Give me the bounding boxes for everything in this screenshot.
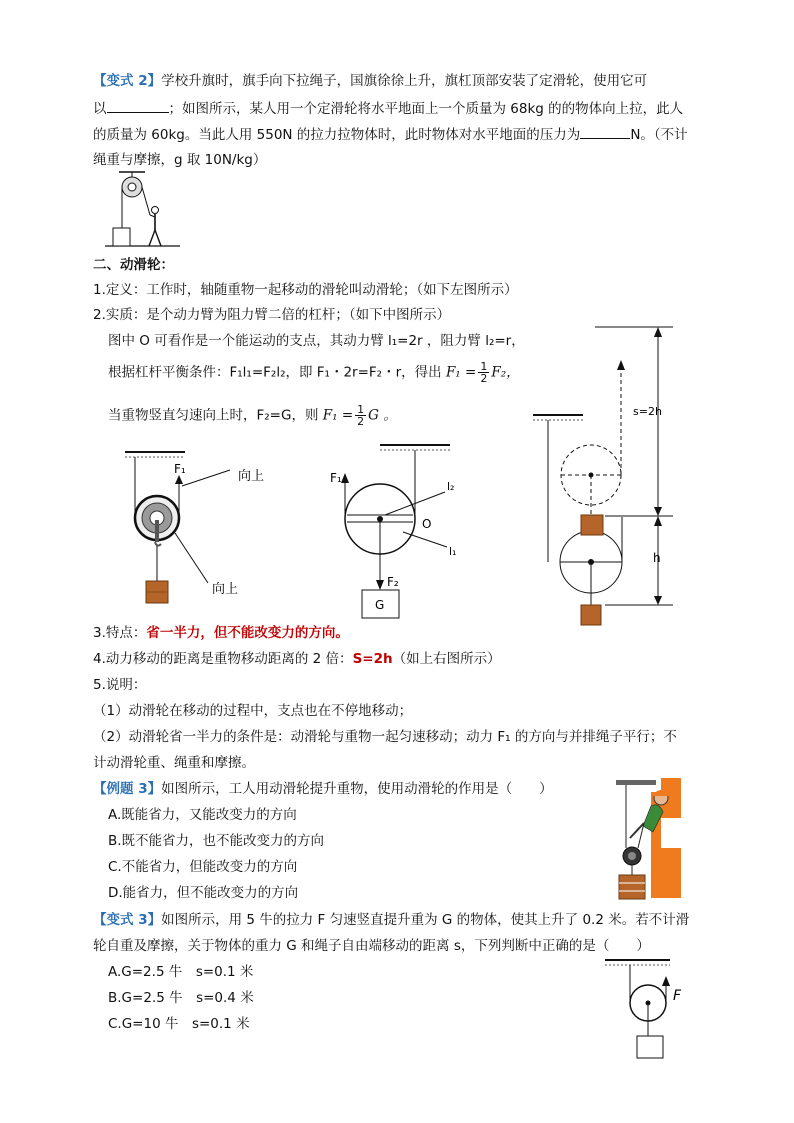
answer-blank[interactable] xyxy=(580,124,630,139)
variant2-tag: 【变式 2】 xyxy=(93,73,162,89)
note-item-2: （2）动滑轮省一半力的条件是：动滑轮与重物一起匀速移动；动力 F₁ 的方向与并排绳子平行；不 xyxy=(93,729,677,745)
force-f1-label: F₁ xyxy=(174,462,186,476)
option-c[interactable]: C.G=10 牛 s=0.1 米 xyxy=(108,1016,250,1032)
option-a[interactable]: A.G=2.5 牛 s=0.1 米 xyxy=(108,964,254,980)
example3-question: 【例题 3】如图所示，工人用动滑轮提升重物，使用动滑轮的作用是（ ） xyxy=(93,781,553,797)
option-d[interactable]: D.能省力，但不能改变力的方向 xyxy=(108,885,299,901)
note-item-2-cont: 计动滑轮重、绳重和摩擦。 xyxy=(93,755,255,771)
variant2-line1: 【变式 2】学校升旗时，旗手向下拉绳子，国旗徐徐上升，旗杠顶部安装了定滑轮，使用它可 xyxy=(93,73,648,89)
option-c[interactable]: C.不能省力，但能改变力的方向 xyxy=(108,859,298,875)
arm-l2-label: l₂ xyxy=(447,480,455,493)
note-heading: 5.说明： xyxy=(93,677,147,693)
variant2-line2: 以 ；如图所示，某人用一个定滑轮将水平地面上一个质量为 68kg 的的物体向上拉，此人 xyxy=(93,98,683,119)
feature-text: 3.特点：省一半力，但不能改变力的方向。 xyxy=(93,625,349,641)
answer-blank[interactable] xyxy=(107,98,169,113)
arm-l1-label: l₁ xyxy=(449,545,457,558)
movable-pulley-figure xyxy=(120,448,280,608)
distance-s-label: s=2h xyxy=(633,405,662,418)
height-h-label: h xyxy=(653,551,661,565)
pivot-o-label: O xyxy=(422,517,432,531)
section-heading: 二、动滑轮： xyxy=(93,257,174,273)
fraction-half: $\frac{1}{2}$ xyxy=(480,360,488,385)
variant2-line4: 绳重与摩擦，g 取 10N/kg） xyxy=(93,152,267,168)
explanation-line1: 图中 O 可看作是一个能运动的支点，其动力臂 l₁=2r ，阻力臂 l₂=r， xyxy=(108,333,525,349)
fixed-pulley-person-figure xyxy=(105,170,180,250)
fraction-half: $\frac{1}{2}$ xyxy=(357,403,365,428)
variant3-question-line2: 轮自重及摩擦，关于物体的重力 G 和绳子自由端移动的距离 s，下列判断中正确的是（ ） xyxy=(93,938,650,954)
explanation-line3: 当重物竖直匀速向上时，F₂=G，则 F₁ = $\frac{1}{2}$ G 。 xyxy=(108,403,397,428)
variant3-question-line1: 【变式 3】如图所示，用 5 牛的拉力 F 匀速竖直提升重为 G 的物体，使其上升了 0.2 米。若不计滑 xyxy=(93,912,690,928)
weight-g-label: G xyxy=(375,598,385,612)
lever-analysis-figure xyxy=(325,437,465,622)
option-b[interactable]: B.既不能省力，也不能改变力的方向 xyxy=(108,833,325,849)
explanation-line2: 根据杠杆平衡条件：F₁l₁=F₂l₂，即 F₁・2r=F₂・r，得出 F₁ = $\frac{1}{2}$ F₂， xyxy=(108,360,520,385)
option-b[interactable]: B.G=2.5 牛 s=0.4 米 xyxy=(108,990,254,1006)
movable-pulley-force-figure xyxy=(605,958,695,1063)
up-label: 向上 xyxy=(238,469,265,484)
distance-text: 4.动力移动的距离是重物移动距离的 2 倍：S=2h（如上右图所示） xyxy=(93,651,501,667)
distance-relation-figure xyxy=(533,322,683,627)
note-item-1: （1）动滑轮在移动的过程中，支点也在不停地移动； xyxy=(93,703,413,719)
up-label: 向上 xyxy=(212,582,239,597)
force-f-label: F xyxy=(673,988,682,1004)
option-a[interactable]: A.既能省力，又能改变力的方向 xyxy=(108,807,297,823)
definition-text: 1.定义：工作时，轴随重物一起移动的滑轮叫动滑轮；（如下左图所示） xyxy=(93,282,518,298)
force-f2-label: F₂ xyxy=(387,575,399,589)
variant2-line3: 的质量为 60kg。当此人用 550N 的拉力拉物体时，此时物体对水平地面的压力为 N。（不计 xyxy=(93,124,688,145)
worker-pulley-figure xyxy=(606,778,682,903)
force-f1-label: F₁ xyxy=(330,471,342,485)
essence-text: 2.实质：是个动力臂为阻力臂二倍的杠杆；（如下中图所示） xyxy=(93,307,451,323)
